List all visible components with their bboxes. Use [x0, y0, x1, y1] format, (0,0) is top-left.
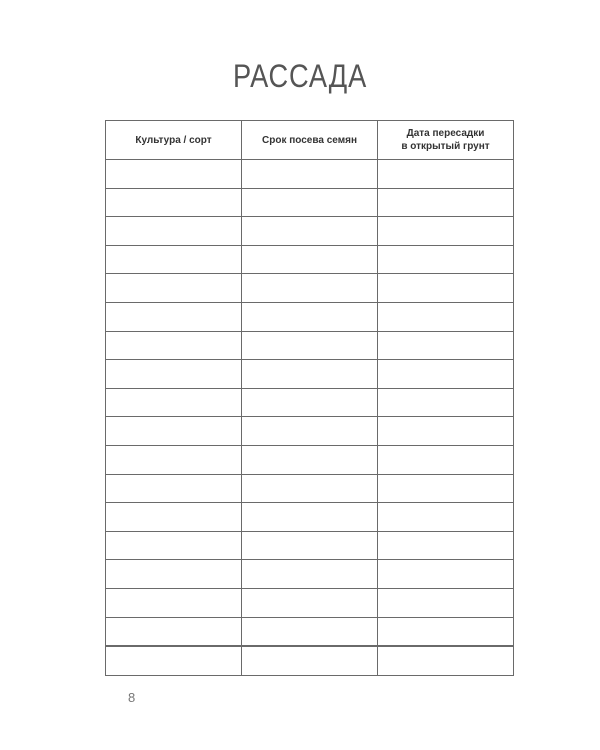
table-cell-transplant-date: [378, 474, 514, 503]
column-header-sowing-date: [242, 121, 378, 160]
table-row: [106, 474, 514, 503]
seedling-log-table: [105, 120, 514, 676]
table-cell-sowing-date: [242, 588, 378, 617]
table-cell-culture: [106, 588, 242, 617]
table-cell-transplant-date: [378, 302, 514, 331]
table-cell-sowing-date: [242, 531, 378, 560]
table-cell-culture: [106, 474, 242, 503]
table-cell-transplant-date: [378, 445, 514, 474]
table-row: [106, 560, 514, 589]
table-row: [106, 188, 514, 217]
table-header-row: [106, 121, 514, 160]
table-body: [106, 160, 514, 676]
table-cell-transplant-date: [378, 217, 514, 246]
table-cell-culture: [106, 217, 242, 246]
table-cell-transplant-date: [378, 388, 514, 417]
page-number: 8: [128, 690, 136, 705]
table-row: [106, 388, 514, 417]
table-cell-culture: [106, 160, 242, 189]
table-cell-transplant-date: [378, 646, 514, 675]
table-row: [106, 245, 514, 274]
table-cell-sowing-date: [242, 646, 378, 675]
table-cell-sowing-date: [242, 331, 378, 360]
table-cell-sowing-date: [242, 503, 378, 532]
table-cell-sowing-date: [242, 388, 378, 417]
table-cell-transplant-date: [378, 274, 514, 303]
column-header-transplant-date-label-line1: Дата пересадки: [406, 128, 485, 139]
table-cell-culture: [106, 302, 242, 331]
table-cell-culture: [106, 503, 242, 532]
table-cell-culture: [106, 331, 242, 360]
table-cell-culture: [106, 245, 242, 274]
table-cell-sowing-date: [242, 245, 378, 274]
table-cell-sowing-date: [242, 360, 378, 389]
table-cell-sowing-date: [242, 445, 378, 474]
table-cell-transplant-date: [378, 160, 514, 189]
table-row: [106, 417, 514, 446]
table-cell-culture: [106, 560, 242, 589]
table-row: [106, 274, 514, 303]
table-cell-culture: [106, 417, 242, 446]
column-header-transplant-date-label-line2: в открытый грунт: [401, 141, 490, 152]
table-row: [106, 302, 514, 331]
table-cell-culture: [106, 646, 242, 675]
table-cell-culture: [106, 388, 242, 417]
table-cell-transplant-date: [378, 503, 514, 532]
table-cell-sowing-date: [242, 160, 378, 189]
table-cell-culture: [106, 445, 242, 474]
table-cell-transplant-date: [378, 331, 514, 360]
table-cell-culture: [106, 188, 242, 217]
table-cell-transplant-date: [378, 360, 514, 389]
table-cell-transplant-date: [378, 560, 514, 589]
column-header-culture: [106, 121, 242, 160]
page-title: РАССАДА: [232, 58, 368, 94]
table-cell-sowing-date: [242, 560, 378, 589]
table-cell-culture: [106, 360, 242, 389]
table-cell-culture: [106, 274, 242, 303]
table-cell-transplant-date: [378, 245, 514, 274]
table-row: [106, 360, 514, 389]
table-cell-sowing-date: [242, 474, 378, 503]
table-cell-sowing-date: [242, 417, 378, 446]
table-cell-transplant-date: [378, 617, 514, 646]
table-cell-sowing-date: [242, 617, 378, 646]
table-row: [106, 503, 514, 532]
table-cell-culture: [106, 617, 242, 646]
table-row: [106, 617, 514, 646]
table-row: [106, 588, 514, 617]
table-row: [106, 331, 514, 360]
table-cell-transplant-date: [378, 531, 514, 560]
table-cell-culture: [106, 531, 242, 560]
table-row: [106, 445, 514, 474]
table-cell-transplant-date: [378, 188, 514, 217]
table-cell-transplant-date: [378, 588, 514, 617]
column-header-sowing-date-label: Срок посева семян: [262, 134, 357, 146]
table-row: [106, 217, 514, 246]
table-row: [106, 646, 514, 675]
table-cell-sowing-date: [242, 302, 378, 331]
table-cell-sowing-date: [242, 217, 378, 246]
table-row: [106, 160, 514, 189]
table-cell-sowing-date: [242, 274, 378, 303]
column-header-transplant-date: [378, 121, 514, 160]
column-header-culture-label: Культура / сорт: [135, 134, 212, 146]
table-cell-sowing-date: [242, 188, 378, 217]
table-cell-transplant-date: [378, 417, 514, 446]
table-row: [106, 531, 514, 560]
